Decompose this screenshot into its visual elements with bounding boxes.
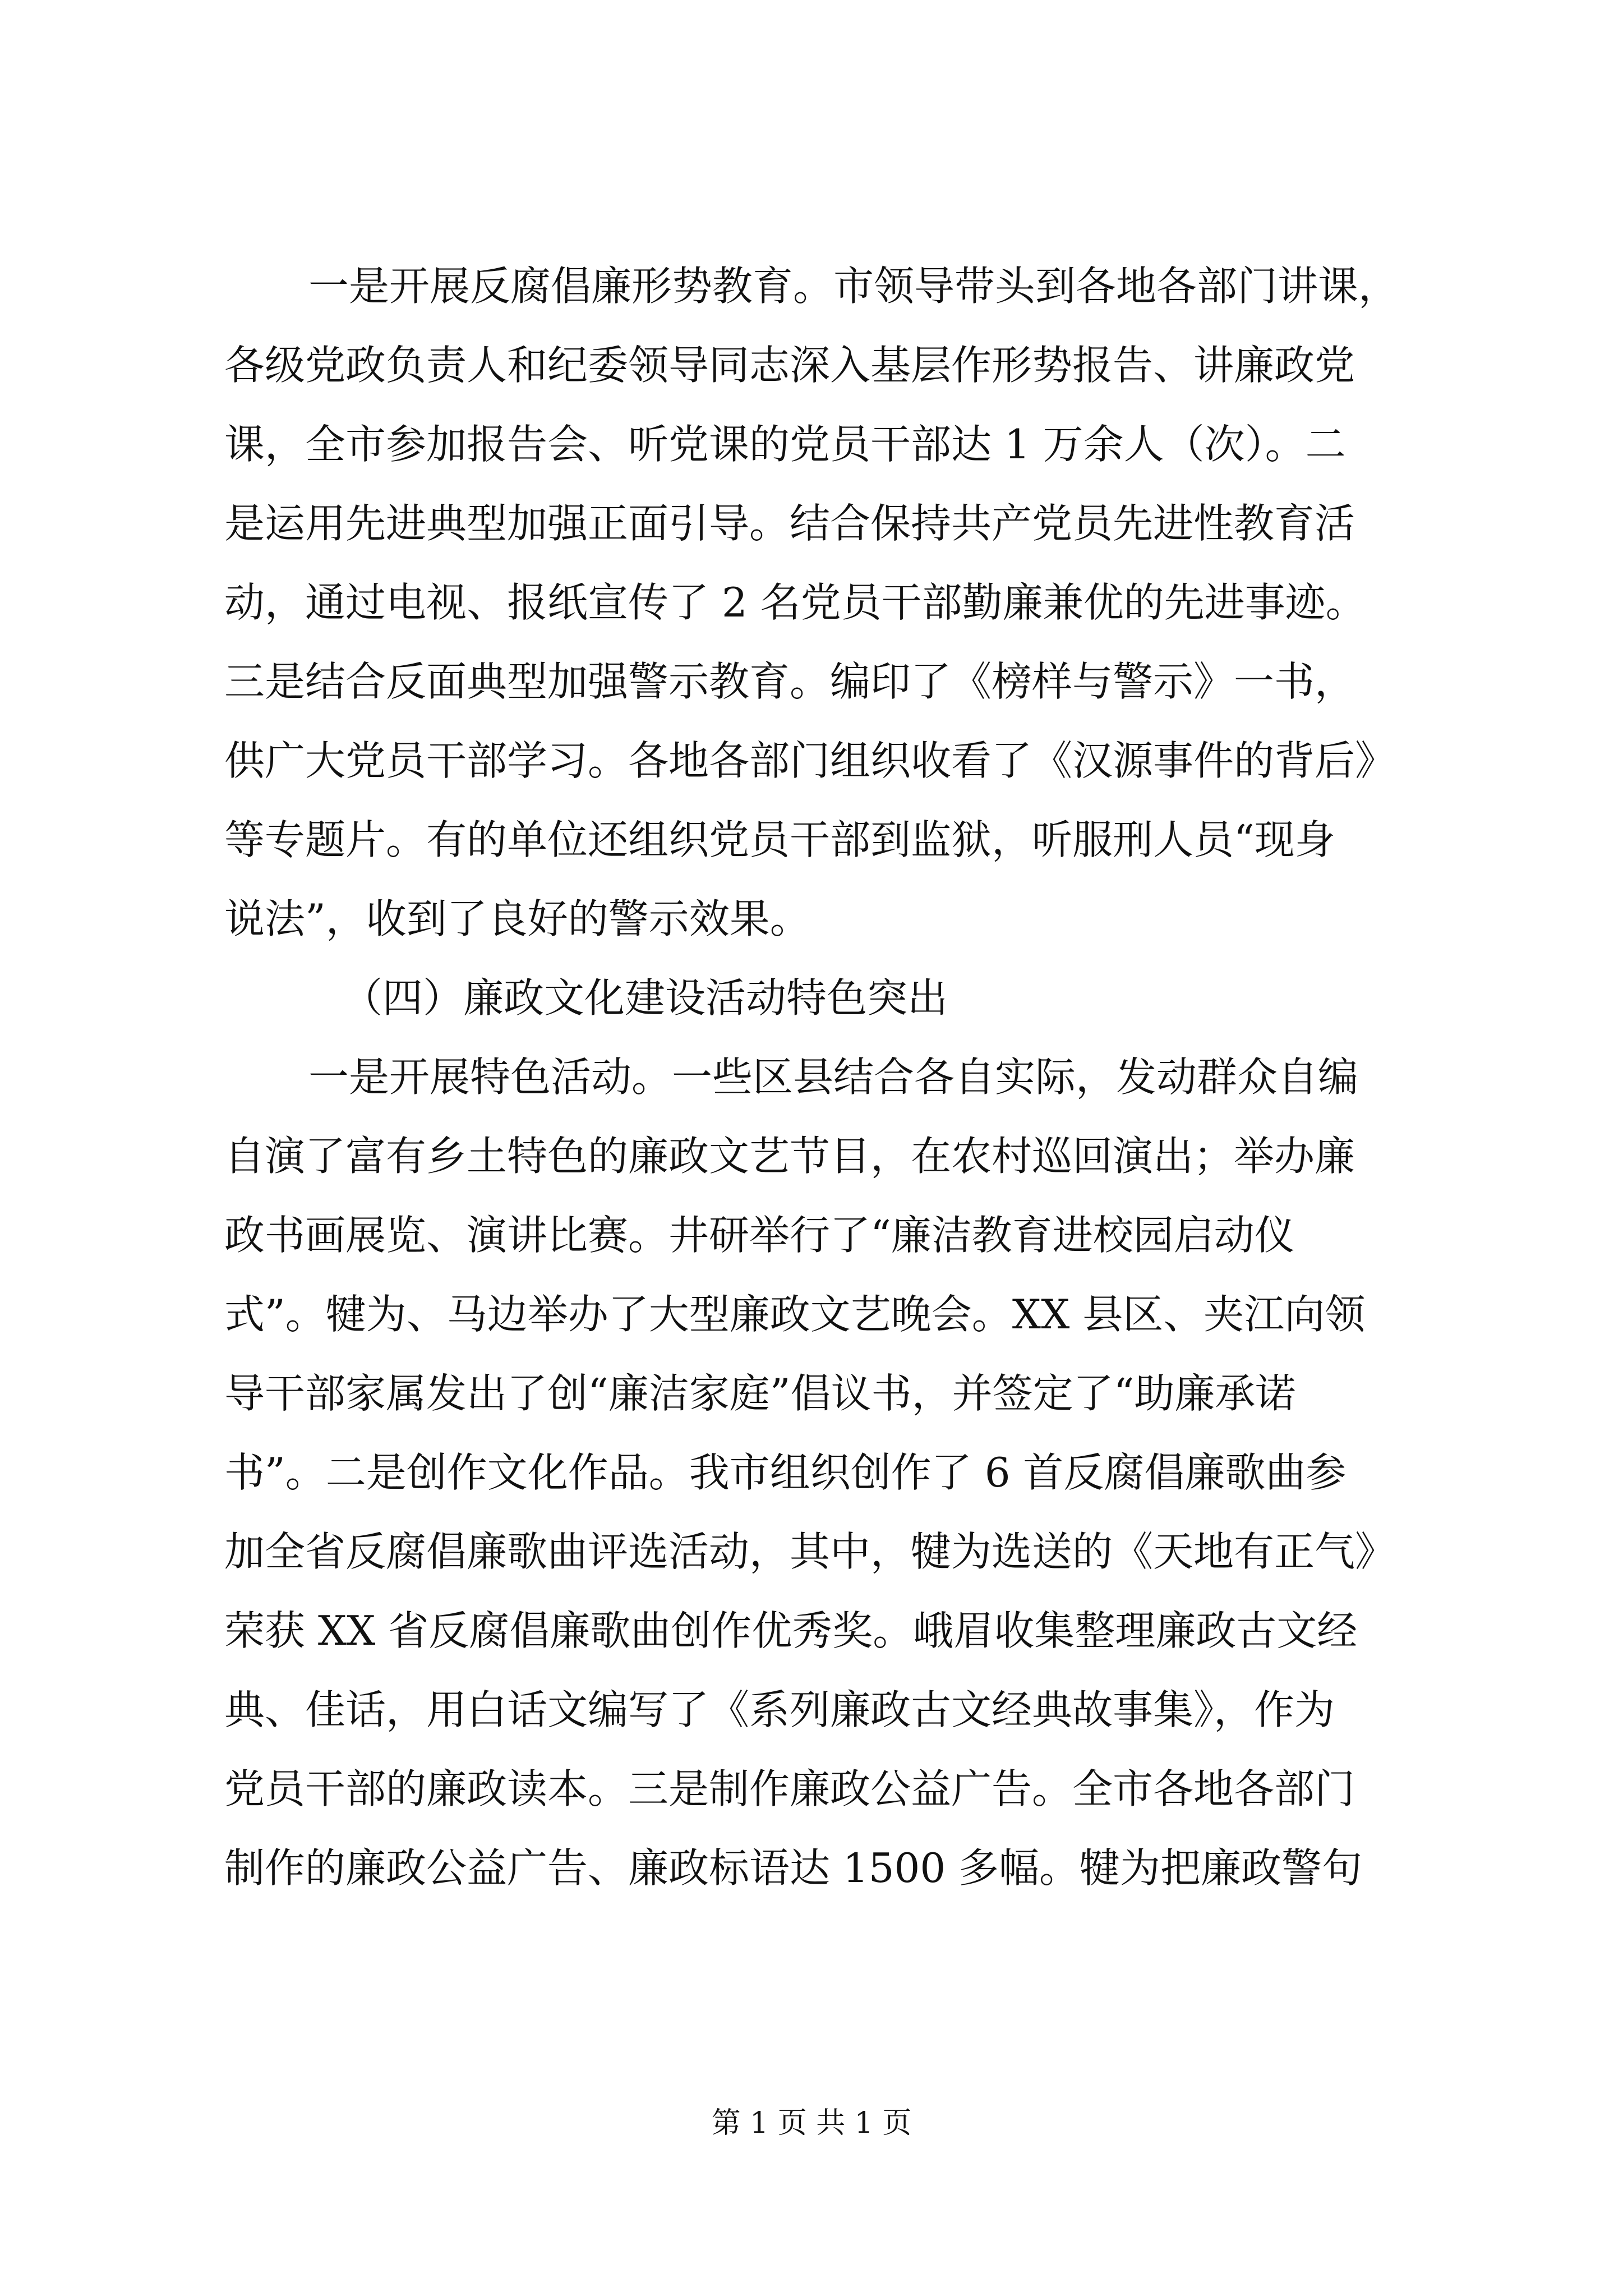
paragraph-line: 制作的廉政公益广告、廉政标语达 1500 多幅。犍为把廉政警句 xyxy=(224,1844,1363,1892)
paragraph-line: 党员干部的廉政读本。三是制作廉政公益广告。全市各地各部门 xyxy=(224,1765,1355,1812)
paragraph-line: 一是开展反腐倡廉形势教育。市领导带头到各地各部门讲课， xyxy=(308,263,1399,310)
paragraph-line: 等专题片。有的单位还组织党员干部到监狱，听服刑人员“现身 xyxy=(224,816,1335,863)
paragraph-line: 式”。犍为、马边举办了大型廉政文艺晚会。XX 县区、夹江向领 xyxy=(224,1291,1366,1338)
paragraph-line: 政书画展览、演讲比赛。井研举行了“廉洁教育进校园启动仪 xyxy=(224,1212,1295,1259)
paragraph-line: 动，通过电视、报纸宣传了 2 名党员干部勤廉兼优的先进事迹。 xyxy=(224,579,1366,626)
paragraph-line: 书”。二是创作文化作品。我市组织创作了 6 首反腐倡廉歌曲参 xyxy=(224,1449,1347,1496)
paragraph-line: 是运用先进典型加强正面引导。结合保持共产党员先进性教育活 xyxy=(224,500,1355,547)
paragraph-line: 典、佳话，用白话文编写了《系列廉政古文经典故事集》，作为 xyxy=(224,1686,1335,1733)
document-body xyxy=(224,247,1424,1908)
paragraph-line: 三是结合反面典型加强警示教育。编印了《榜样与警示》一书， xyxy=(224,658,1355,705)
paragraph-line: 加全省反腐倡廉歌曲评选活动，其中，犍为选送的《天地有正气》 xyxy=(224,1528,1396,1575)
paragraph-line: 课，全市参加报告会、听党课的党员干部达 1 万余人（次）。二 xyxy=(224,421,1346,468)
page-footer: 第 1 页 共 1 页 xyxy=(711,2106,912,2140)
paragraph-line: 荣获 XX 省反腐倡廉歌曲创作优秀奖。峨眉收集整理廉政古文经 xyxy=(224,1607,1358,1654)
paragraph-line: 供广大党员干部学习。各地各部门组织收看了《汉源事件的背后》 xyxy=(224,737,1396,784)
paragraph-line: 各级党政负责人和纪委领导同志深入基层作形势报告、讲廉政党 xyxy=(224,342,1355,389)
paragraph-line: 导干部家属发出了创“廉洁家庭”倡议书，并签定了“助廉承诺 xyxy=(224,1370,1296,1417)
section-heading: （四）廉政文化建设活动特色突出 xyxy=(342,974,948,1022)
paragraph-line: 说法”，收到了良好的警示效果。 xyxy=(224,895,810,942)
paragraph-line: 自演了富有乡土特色的廉政文艺节目，在农村巡回演出；举办廉 xyxy=(224,1133,1355,1180)
paragraph-line: 一是开展特色活动。一些区县结合各自实际，发动群众自编 xyxy=(308,1053,1359,1101)
